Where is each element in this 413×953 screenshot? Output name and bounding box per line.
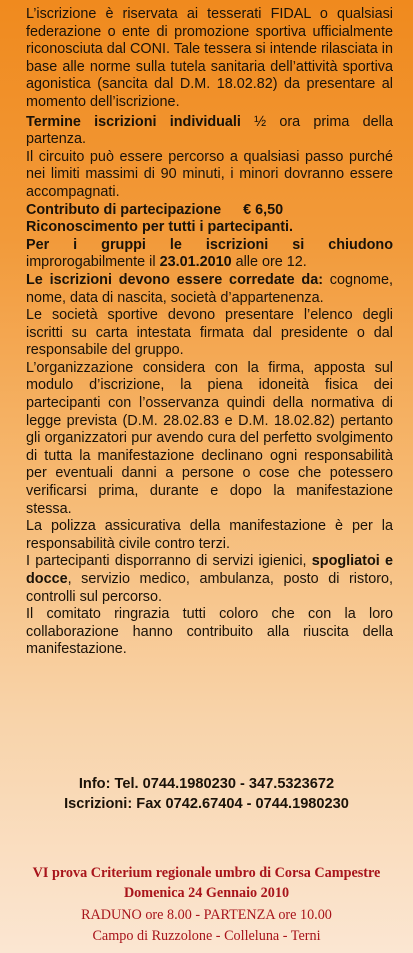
event-title: VI prova Criterium regionale umbro di Corsa Campestre	[32, 865, 381, 881]
paragraph-eligibility: L’iscrizione è riservata ai tesserati FIDAL o qualsiasi federazione o ente di promozione sportiva ufficialmente riconosciuta dal CONI. Tale tessera si intende rilasciata in base alle norme sulla tutela sanitaria dell’attività sportiva agonistica (sancita dal D.M. 18.02.82) da presentare al momento dell’iscrizione.	[26, 6, 393, 110]
groups-label: Per i gruppi le iscrizioni si chiudono	[26, 236, 393, 253]
registration-contact: Iscrizioni: Fax 0742.67404 - 0744.1980230	[64, 796, 349, 812]
deadline-label: Termine iscrizioni individuali	[26, 113, 241, 130]
paragraph-insurance: La polizza assicurativa della manifestazione è per la responsabilità civile contro terzi.	[26, 518, 393, 552]
paragraph-groups	[26, 237, 393, 272]
event-schedule: RADUNO ore 8.00 - PARTENZA ore 10.00	[81, 907, 332, 923]
paragraph-clubs: Le società sportive devono presentare l’elenco degli iscritti su carta intestata firmata dal presidente o dal responsabile del gruppo.	[26, 307, 393, 359]
groups-text: improrogabilmente il	[26, 254, 160, 271]
info-contact: Info: Tel. 0744.1980230 - 347.5323672	[78, 776, 335, 792]
event-location: Campo di Ruzzolone - Colleluna - Terni	[92, 928, 321, 944]
paragraph-circuit: Il circuito può essere percorso a qualsiasi passo purché nei limiti massimi di 90 minuti, i minori dovranno essere accompagnati.	[26, 148, 393, 200]
paragraph-services	[26, 553, 393, 606]
required-data-label: Le iscrizioni devono essere corredate da:	[26, 271, 324, 288]
paragraph-fee	[26, 202, 393, 220]
fee-label: Contributo di partecipazione	[26, 201, 222, 218]
event-date: Domenica 24 Gennaio 2010	[123, 885, 290, 901]
paragraph-organisation: L’organizzazione considera con la firma, apposta sul modulo d’iscrizione, la piena idoneità fisica dei partecipanti con l’osservanza quindi della normativa di legge prevista (D.M. 28.02.83 e D.M. 18.02.82) pertanto gli organizzatori pur avendo cura del perfetto svolgimento di tutta la manifestazione declinano ogni responsabilità per eventuali danni a persone o cose che potessero verificarsi prima, durante e dopo la manifestazione stessa.	[26, 359, 393, 517]
deadline-text: ½ ora prima della partenza.	[26, 113, 393, 148]
services-highlight: spogliatoi e docce	[26, 553, 393, 587]
paragraph-thanks: Il comitato ringrazia tutti coloro che con la loro collaborazione hanno contribuito alla riuscita della manifestazione.	[26, 606, 393, 658]
services-text-2: , servizio medico, ambulanza, posto di ristoro, controlli sul percorso.	[26, 571, 393, 605]
services-text-1: I partecipanti disporranno di servizi igienici,	[26, 553, 312, 570]
groups-time: alle ore 12.	[231, 254, 307, 271]
groups-date: 23.01.2010	[159, 254, 232, 271]
paragraph-required-data	[26, 272, 393, 307]
fee-amount: € 6,50	[243, 201, 284, 218]
paragraph-deadline	[26, 114, 393, 149]
required-data-text: cognome, nome, data di nascita, società d’appartenenza.	[26, 271, 393, 306]
paragraph-award: Riconoscimento per tutti i partecipanti.	[26, 219, 294, 236]
regulations-text	[26, 6, 393, 659]
